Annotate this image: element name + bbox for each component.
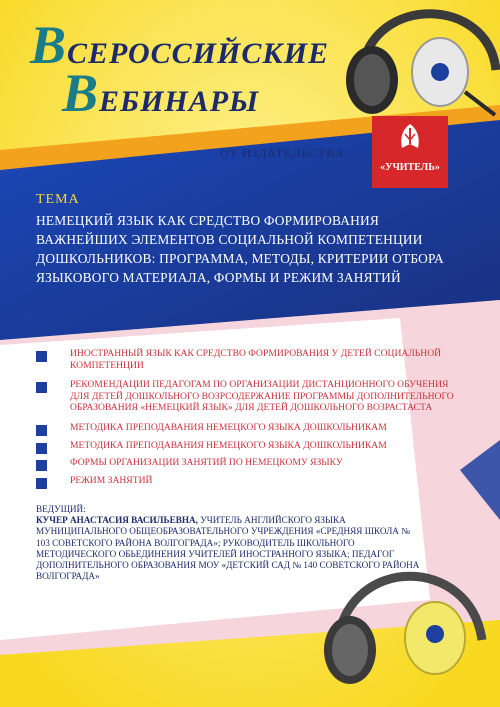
logo-text: «УЧИТЕЛЬ»: [380, 162, 440, 173]
list-item: [36, 379, 456, 414]
presenter-name: КУЧЕР АНАСТАСИЯ ВАСИЛЬЕВНА,: [36, 515, 198, 526]
list-item-text: ФОРМЫ ОРГАНИЗАЦИИ ЗАНЯТИЙ ПО НЕМЕЦКОМУ ЯЗЫКУ: [70, 457, 343, 469]
title-initial-1: В: [30, 15, 68, 75]
list-item-text: МЕТОДИКА ПРЕПОДАВАНИЯ НЕМЕЦКОГО ЯЗЫКА ДОШКОЛЬНИКАМ: [70, 439, 387, 451]
presenter-label: ВЕДУЩИЙ:: [36, 504, 86, 514]
topic-label: ТЕМА: [36, 192, 80, 207]
list-item-text: ИНОСТРАННЫЙ ЯЗЫК КАК СРЕДСТВО ФОРМИРОВАНИЯ У ДЕТЕЙ СОЦИАЛЬНОЙ КОМПЕТЕНЦИИ: [70, 348, 442, 371]
list-item-text: МЕТОДИКА ПРЕПОДАВАНИЯ НЕМЕЦКОГО ЯЗЫКА ДОШКОЛЬНИКАМ: [70, 421, 387, 433]
square-bullet-icon: [36, 425, 47, 436]
book-emblem-icon: [396, 122, 424, 152]
topic-text: НЕМЕЦКИЙ ЯЗЫК КАК СРЕДСТВО ФОРМИРОВАНИЯ ВАЖНЕЙШИХ ЭЛЕМЕНТОВ СОЦИАЛЬНОЙ КОМПЕТЕНЦИИ ДОШКОЛЬНИКОВ: ПРОГРАММА, МЕТОДЫ, КРИТЕРИИ ОТБОРА ЯЗЫКОВОГО МАТЕРИАЛА, ФОРМЫ И РЕЖИМ ЗАНЯТИЙ: [36, 213, 444, 285]
list-item: [36, 348, 456, 371]
square-bullet-icon: [36, 443, 47, 454]
list-item: [36, 457, 456, 469]
title-rest-2: ЕБИНАРЫ: [99, 85, 260, 118]
list-item-text: РЕКОМЕНДАЦИИ ПЕДАГОГАМ ПО ОРГАНИЗАЦИИ ДИСТАНЦИОННОГО ОБУЧЕНИЯ ДЛЯ ДЕТЕЙ ДОШКОЛЬНОГО ВОЗРСОДЕРЖАНИЕ ПРОГРАММЫ ДОПОЛНИТЕЛЬНОГО ОБРАЗОВАНИЯ «НЕМЕЦКИЙ ЯЗЫК» ДЛЯ ДЕТЕЙ ДОШКОЛЬНОГО ВОЗРАСТАСТА: [70, 379, 454, 414]
agenda-list: [36, 348, 456, 486]
square-bullet-icon: [36, 382, 47, 393]
presenter-block: [36, 504, 426, 582]
title-initial-2: В: [62, 63, 100, 123]
presenter-description: УЧИТЕЛЬ АНГЛИЙСКОГО ЯЗЫКА МУНИЦИПАЛЬНОГО ОБЩЕОБРАЗОВАТЕЛЬНОГО УЧРЕЖДЕНИЯ «СРЕДНЯЯ ШКОЛА № 103 СОВЕТСКОГО РАЙОНА ВОЛГОГРАДА»; РУКОВОДИТЕЛЬ ШКОЛЬНОГО МЕТОДИЧЕСКОГО ОБЬЕДИНЕНИЯ УЧИТЕЛЕЙ ИНОСТРАННОГО ЯЗЫКА; ПЕДАГОГ ДОПОЛНИТЕЛЬНОГО ОБРАЗОВАНИЯ МОУ «ДЕТСКИЙ САД № 140 СОВЕТСКОГО РАЙОНА ВОЛГОГРАДА»: [36, 515, 420, 582]
title-rest-1: СЕРОССИЙСКИЕ: [67, 37, 330, 70]
title-line-2: [62, 62, 259, 124]
publisher-logo: [372, 116, 448, 188]
square-bullet-icon: [36, 351, 47, 362]
publisher-label: ОТ ИЗДАТЕЛЬСТВА: [220, 146, 345, 160]
list-item: [36, 440, 456, 452]
list-item: [36, 422, 456, 434]
square-bullet-icon: [36, 478, 47, 489]
square-bullet-icon: [36, 460, 47, 471]
list-item-text: РЕЖИМ ЗАНЯТИЙ: [70, 474, 153, 486]
list-item: [36, 475, 456, 487]
